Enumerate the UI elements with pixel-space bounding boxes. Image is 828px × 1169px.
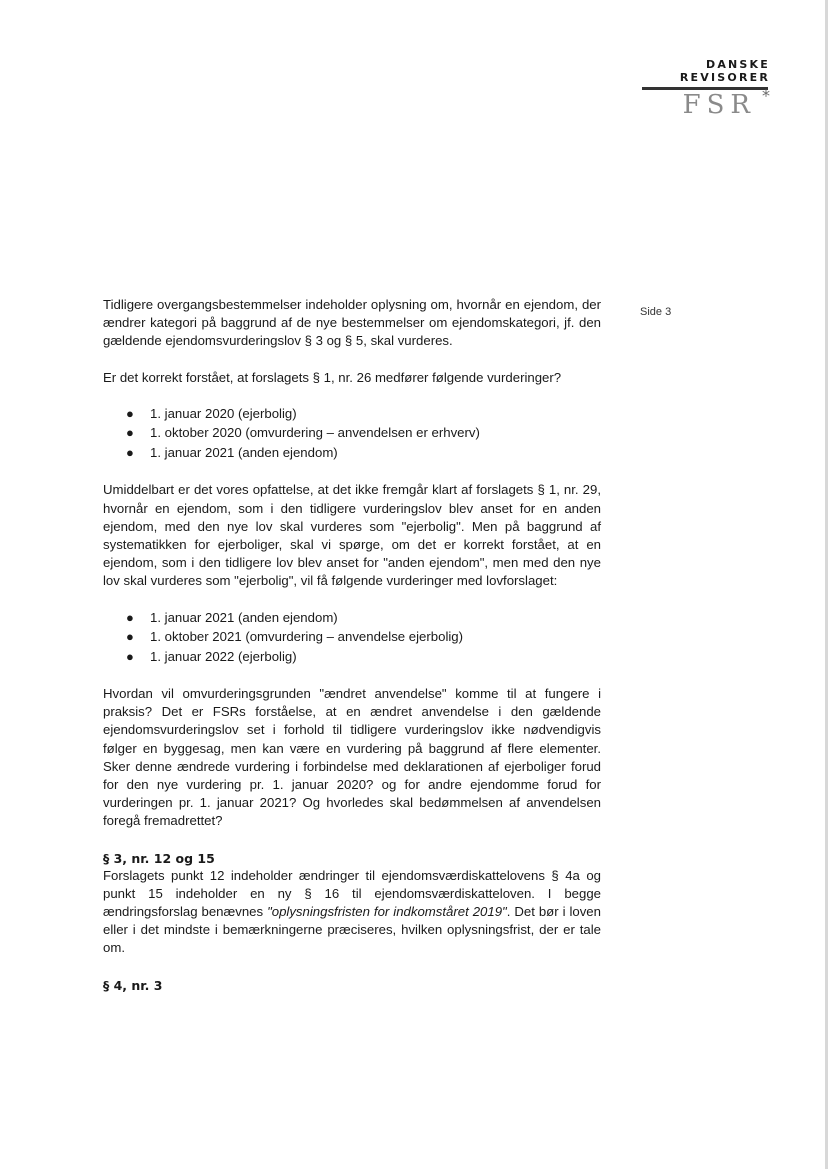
- section-heading-4-3: § 4, nr. 3: [103, 977, 163, 993]
- logo-mark-fsr: FSR: [682, 90, 756, 120]
- list-item: ● 1. oktober 2021 (omvurdering – anvendelse ejerbolig): [103, 628, 601, 648]
- logo-text-revisorer: REVISORER: [679, 71, 770, 84]
- logo-star-icon: *: [762, 86, 770, 105]
- paragraph-question-2: Umiddelbart er det vores opfattelse, at det ikke fremgår klart af forslagets § 1, nr. 29, hvornår en ejendom, som i den tidligere vurderingslov blev anset for en anden ejendom, med den nye lov skal vurderes som "ejerbolig". Men på baggrund af systematikken for ejerboliger, skal vi spørge, om det er korrekt forstået, at en ejendom, som i den tidligere lov blev anset for "anden ejendom", men med den nye lov skal vurderes som "ejerbolig", vil få følgende vurderinger med lovforslaget:: [103, 482, 601, 589]
- bullet-icon: ●: [126, 609, 134, 625]
- paragraph-question-1: Er det korrekt forstået, at forslagets § 1, nr. 26 medfører følgende vurderinger?: [103, 369, 562, 385]
- bullet-icon: ●: [126, 425, 134, 441]
- page-number: Side 3: [640, 306, 672, 318]
- paragraph-changed-use: Hvordan vil omvurderingsgrunden "ændret anvendelse" komme til at fungere i praksis? Det er FSRs forståelse, at en ændret anvendelse i den gældende ejendomsvurderingslov set i forhold til tidligere vurderingslov ikke nødvendigvis følger en byggesag, men kan være en vurdering på baggrund af flere elementer. Sker denne ændrede vurdering i forbindelse med deklarationen af ejerboliger forud for den nye vurdering pr. 1. januar 2020? og for andre ejendomme forud for vurderingen pr. 1. januar 2021? Og hvorledes skal bedømmelsen af anvendelsen foregå fremadrettet?: [103, 686, 601, 829]
- valuation-list-2: [103, 609, 601, 668]
- bullet-icon: ●: [126, 405, 134, 421]
- list-item: ● 1. oktober 2020 (omvurdering – anvendelsen er erhverv): [103, 424, 601, 444]
- valuation-list-1: [103, 405, 601, 464]
- section-heading-3-12-15: § 3, nr. 12 og 15: [103, 850, 215, 866]
- bullet-icon: ●: [126, 629, 134, 645]
- bullet-icon: ●: [126, 648, 134, 664]
- paragraph-transition-rules: Tidligere overgangsbestemmelser indeholder oplysning om, hvornår en ejendom, der ændrer kategori på baggrund af de nye bestemmelser om ejendomskategori, jf. den gældende ejendomsvurderingslov § 3 og § 5, skal vurderes.: [103, 297, 601, 349]
- bullet-icon: ●: [126, 444, 134, 460]
- list-item: ● 1. januar 2020 (ejerbolig): [103, 405, 601, 425]
- list-item: ● 1. januar 2021 (anden ejendom): [103, 444, 601, 464]
- fsr-logo: [640, 58, 770, 122]
- list-item: ● 1. januar 2022 (ejerbolig): [103, 648, 601, 668]
- emphasized-quote: "oplysningsfristen for indkomståret 2019": [267, 904, 507, 920]
- document-body: [103, 296, 601, 994]
- paragraph-section-3: Forslagets punkt 12 indeholder ændringer til ejendomsværdiskattelovens § 4a og punkt 15 indeholder en ny § 16 til ejendomsværdiskatteloven. I begge ændringsforslag benævnes "oplysningsfristen for indkomståret 2019". Det bør i loven eller i det mindste i bemærkningerne præciseres, hvilken oplysningsfrist, der er tale om.: [103, 867, 601, 956]
- list-item: ● 1. januar 2021 (anden ejendom): [103, 609, 601, 629]
- logo-text-danske: DANSKE: [705, 58, 770, 71]
